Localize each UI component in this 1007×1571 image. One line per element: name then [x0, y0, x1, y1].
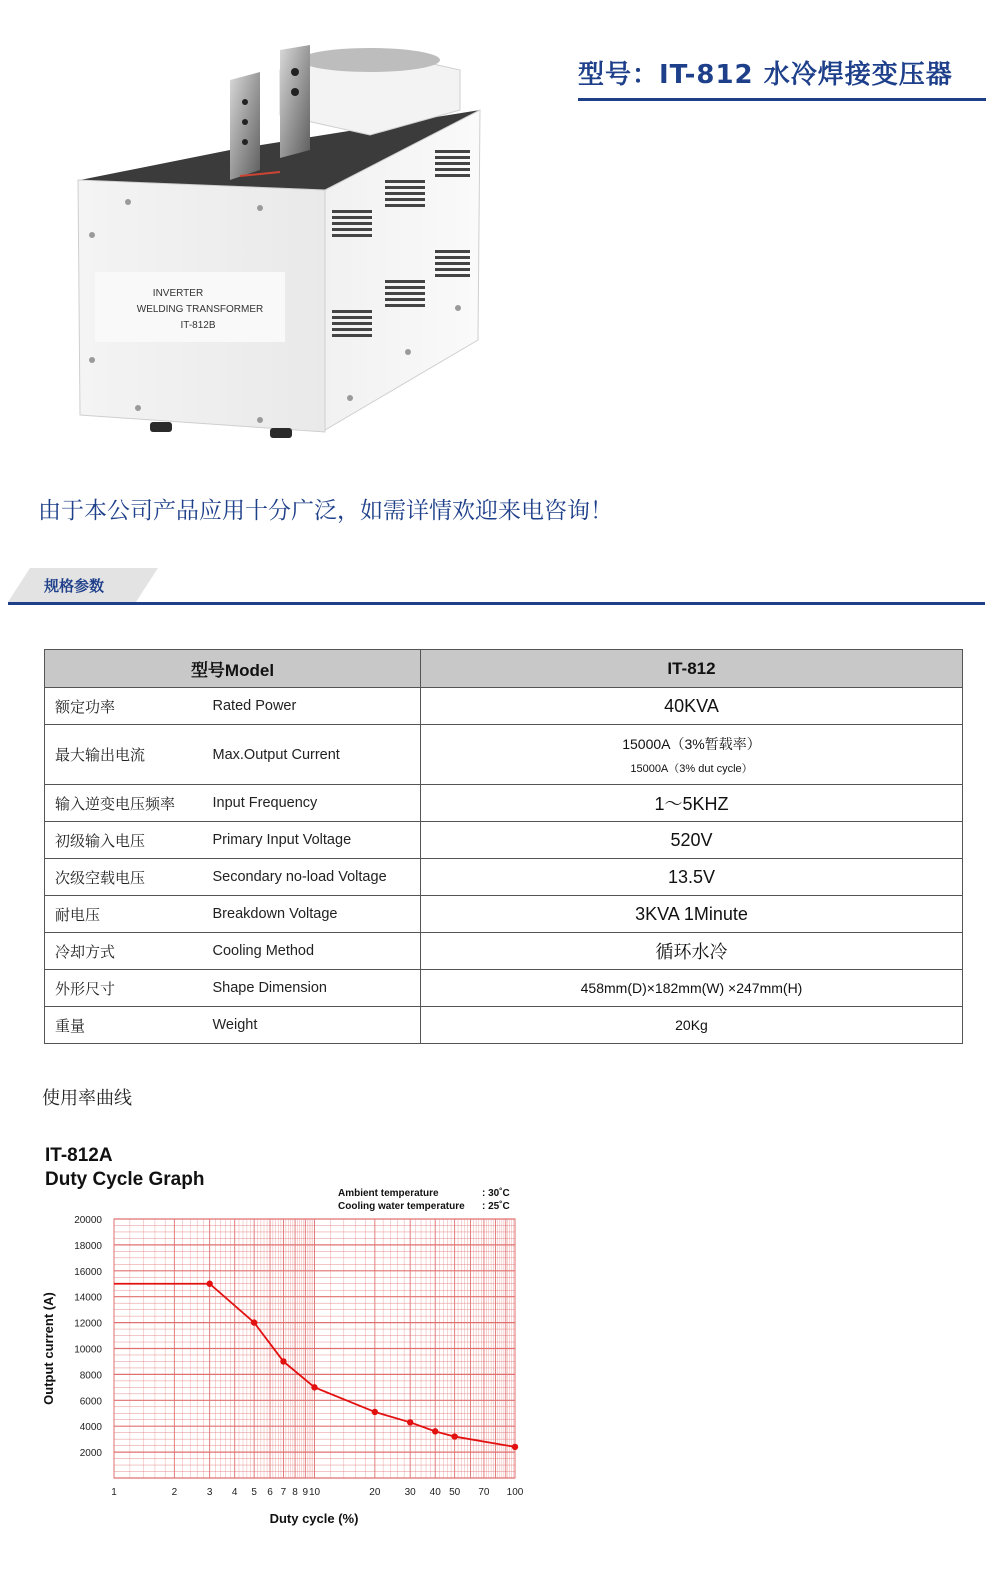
- data-point: [311, 1384, 317, 1390]
- x-tick-label: 50: [449, 1487, 461, 1498]
- row-label-cn: 初级输入电压: [45, 822, 197, 859]
- row-label-cn: 冷却方式: [45, 933, 197, 970]
- data-point: [512, 1444, 518, 1450]
- x-tick-label: 3: [206, 1487, 213, 1498]
- row-label-cn: 耐电压: [45, 896, 197, 933]
- y-tick-label: 8000: [79, 1370, 102, 1382]
- row-label-cn: 最大输出电流: [45, 725, 197, 785]
- x-tick-label: 40: [429, 1487, 441, 1498]
- x-tick-label: 9: [302, 1487, 309, 1498]
- x-tick-label: 20: [369, 1487, 381, 1498]
- header-value: IT-812: [421, 650, 963, 688]
- header-model: 型号Model: [45, 650, 421, 688]
- row-label-en: Shape Dimension: [197, 970, 421, 1007]
- row-label-cn: 重量: [45, 1007, 197, 1044]
- row-value: 458mm(D)×182mm(W) ×247mm(H): [421, 970, 963, 1007]
- x-tick-label: 1: [111, 1487, 117, 1498]
- x-tick-label: 70: [478, 1487, 490, 1498]
- graph-caption: 使用率曲线: [42, 1088, 132, 1109]
- row-label-cn: 外形尺寸: [45, 970, 197, 1007]
- x-axis-label: Duty cycle (%): [269, 1511, 359, 1526]
- y-tick-label: 6000: [79, 1396, 102, 1408]
- row-value: 1～5KHZ: [421, 785, 963, 822]
- row-label-en: Weight: [197, 1007, 421, 1044]
- data-point: [280, 1358, 286, 1364]
- row-value-sub: 15000A（3% dut cycle）: [630, 762, 753, 775]
- x-tick-label: 30: [404, 1487, 416, 1498]
- label-line-3: IT-812B: [180, 320, 216, 331]
- y-tick-label: 20000: [74, 1215, 102, 1226]
- chart-subtitle: Duty Cycle Graph: [45, 1169, 205, 1190]
- row-label-en: Input Frequency: [197, 785, 421, 822]
- data-point: [251, 1319, 257, 1325]
- row-label-cn: 次级空载电压: [45, 859, 197, 896]
- contact-notice: 由于本公司产品应用十分广泛，如需详情欢迎来电咨询！: [38, 498, 613, 524]
- row-value: 13.5V: [421, 859, 963, 896]
- y-tick-label: 4000: [79, 1422, 102, 1434]
- row-label-en: Max.Output Current: [197, 725, 421, 785]
- page-title: 型号：IT-812 水冷焊接变压器: [578, 60, 953, 90]
- y-tick-label: 10000: [74, 1344, 102, 1356]
- data-point: [372, 1409, 378, 1415]
- x-tick-label: 2: [171, 1487, 178, 1498]
- row-value: 20Kg: [421, 1007, 963, 1044]
- x-tick-label: 10: [308, 1487, 321, 1498]
- section-title: 规格参数: [44, 577, 105, 595]
- row-value: 3KVA 1Minute: [421, 896, 963, 933]
- row-value: 15000A（3%暂载率）: [622, 735, 761, 752]
- y-tick-label: 2000: [79, 1448, 102, 1460]
- row-value: 40KVA: [421, 688, 963, 725]
- label-line-2: WELDING TRANSFORMER: [136, 304, 264, 315]
- y-axis-label: Output current (A): [41, 1292, 56, 1405]
- row-label-cn: 额定功率: [45, 688, 197, 725]
- y-tick-label: 18000: [74, 1240, 102, 1252]
- y-tick-label: 16000: [74, 1266, 102, 1278]
- data-point: [432, 1428, 438, 1434]
- chart-title: IT-812A: [45, 1145, 113, 1166]
- row-label-en: Breakdown Voltage: [197, 896, 421, 933]
- row-value: 520V: [421, 822, 963, 859]
- condition-ambient-value: : 30˚C: [482, 1188, 510, 1199]
- label-line-1: INVERTER: [152, 288, 204, 299]
- y-tick-label: 14000: [74, 1292, 102, 1304]
- x-tick-label: 8: [292, 1487, 298, 1498]
- x-tick-label: 4: [231, 1487, 238, 1498]
- condition-water-label: Cooling water temperature: [338, 1201, 465, 1212]
- row-label-en: Rated Power: [197, 688, 421, 725]
- x-tick-label: 5: [251, 1487, 257, 1498]
- data-point: [451, 1433, 457, 1439]
- row-label-en: Primary Input Voltage: [197, 822, 421, 859]
- condition-water-value: : 25˚C: [482, 1201, 510, 1212]
- row-label-cn: 输入逆变电压频率: [45, 785, 197, 822]
- condition-ambient-label: Ambient temperature: [338, 1188, 439, 1199]
- data-point: [407, 1419, 413, 1425]
- x-tick-label: 7: [280, 1487, 287, 1498]
- row-value: 循环水冷: [421, 933, 963, 970]
- row-label-en: Cooling Method: [197, 933, 421, 970]
- x-tick-label: 6: [267, 1487, 273, 1498]
- x-tick-label: 100: [506, 1487, 524, 1498]
- data-point: [206, 1281, 212, 1287]
- row-label-en: Secondary no-load Voltage: [197, 859, 421, 896]
- y-tick-label: 12000: [74, 1318, 102, 1330]
